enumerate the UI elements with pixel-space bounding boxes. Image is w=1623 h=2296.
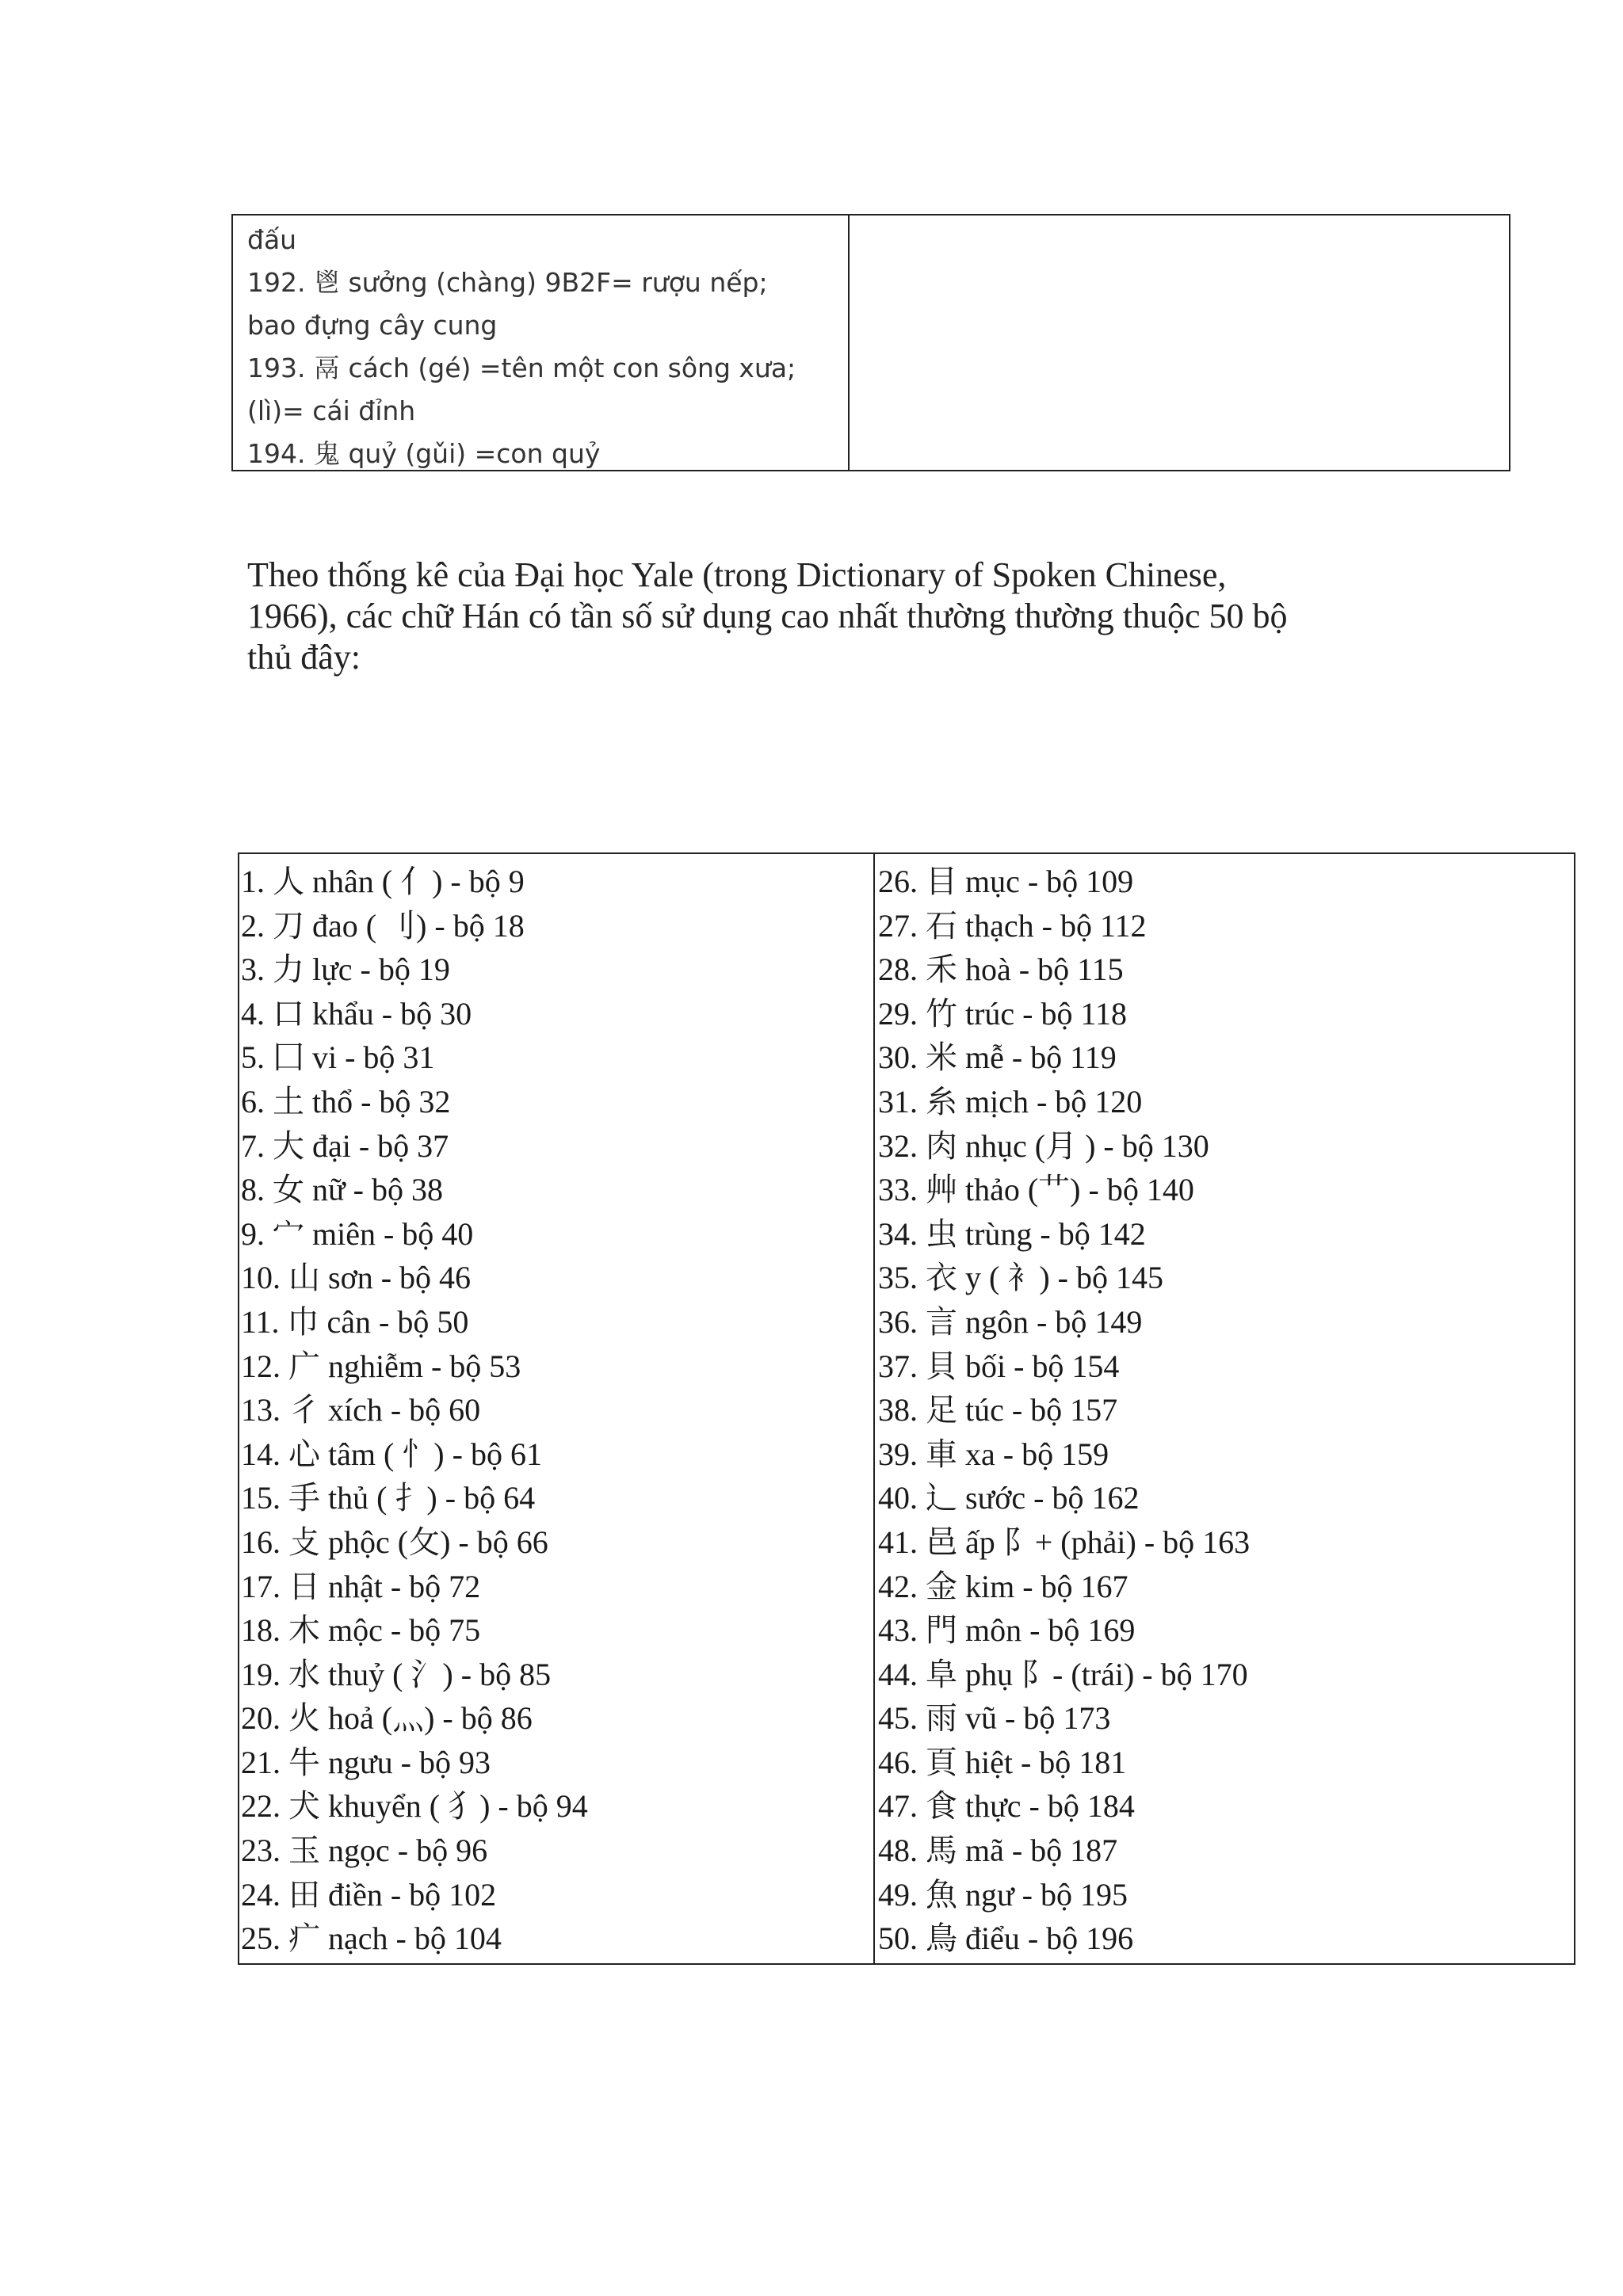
radical-row: 40. 辶 sước - bộ 162 [878,1480,1140,1516]
radical-row: 46. 頁 hiệt - bộ 181 [878,1744,1127,1780]
radical-row: 12. 广 nghiễm - bộ 53 [241,1348,521,1384]
radical-row: 13. 彳 xích - bộ 60 [241,1392,481,1428]
continuation-table [231,214,1510,471]
radicals-table [238,852,1575,1965]
radical-row: 31. 糸 mịch - bộ 120 [878,1083,1143,1119]
radical-row: 32. 肉 nhục (月 ) - bộ 130 [878,1127,1209,1164]
radicals-left-column [239,854,875,1963]
radical-row: 21. 牛 ngưu - bộ 93 [241,1744,491,1780]
radical-row: 34. 虫 trùng - bộ 142 [878,1215,1146,1252]
continuation-table-right-cell [850,215,1509,470]
radical-row: 6. 土 thổ - bộ 32 [241,1083,451,1119]
radical-row: 42. 金 kim - bộ 167 [878,1568,1128,1604]
radical-row: 14. 心 tâm ( 忄) - bộ 61 [241,1436,542,1472]
radical-row: 47. 食 thực - bộ 184 [878,1788,1135,1825]
table-line: 194. 鬼 quỷ (gǔi) =con quỷ [247,438,601,469]
radical-row: 3. 力 lực - bộ 19 [241,952,450,988]
table-line: 192. 鬯 sưởng (chàng) 9B2F= rượu nếp; [247,267,768,298]
radical-row: 10. 山 sơn - bộ 46 [241,1260,472,1296]
radical-row: 39. 車 xa - bộ 159 [878,1436,1109,1472]
radical-row: 27. 石 thạch - bộ 112 [878,907,1147,944]
radical-row: 24. 田 điền - bộ 102 [241,1876,497,1913]
radical-row: 7. 大 đại - bộ 37 [241,1127,449,1164]
radical-row: 30. 米 mễ - bộ 119 [878,1039,1117,1076]
radical-row: 33. 艸 thảo (艹) - bộ 140 [878,1172,1194,1208]
radical-row: 11. 巾 cân - bộ 50 [241,1303,469,1340]
radical-row: 23. 玉 ngọc - bộ 96 [241,1833,488,1869]
radical-row: 50. 鳥 điểu - bộ 196 [878,1920,1134,1957]
radical-row: 38. 足 túc - bộ 157 [878,1392,1118,1428]
radical-row: 49. 魚 ngư - bộ 195 [878,1876,1128,1913]
radical-row: 1. 人 nhân ( 亻) - bộ 9 [241,864,525,899]
table-line: đấu [247,224,297,255]
radicals-right-column [875,854,1574,1963]
radical-row: 45. 雨 vũ - bộ 173 [878,1700,1111,1737]
radical-row: 9. 宀 miên - bộ 40 [241,1215,474,1252]
intro-paragraph [247,555,1436,678]
radical-row: 48. 馬 mã - bộ 187 [878,1833,1118,1869]
radical-row: 20. 火 hoả (灬) - bộ 86 [241,1700,533,1737]
radical-row: 4. 口 khẩu - bộ 30 [241,995,472,1032]
radical-row: 26. 目 mục - bộ 109 [878,864,1134,899]
radical-row: 15. 手 thủ ( 扌) - bộ 64 [241,1480,536,1516]
radical-row: 22. 犬 khuyển ( 犭) - bộ 94 [241,1788,588,1825]
radical-row: 8. 女 nữ - bộ 38 [241,1172,443,1208]
radical-row: 16. 攴 phộc (攵) - bộ 66 [241,1524,548,1560]
radical-row: 35. 衣 y ( 衤) - bộ 145 [878,1260,1163,1296]
radical-row: 41. 邑 ấp 阝+ (phải) - bộ 163 [878,1524,1251,1560]
radical-row: 29. 竹 trúc - bộ 118 [878,995,1128,1032]
radical-row: 18. 木 mộc - bộ 75 [241,1612,481,1649]
table-line: 193. 鬲 cách (gé) =tên một con sông xưa; [247,353,796,383]
radical-row: 36. 言 ngôn - bộ 149 [878,1303,1143,1340]
radical-row: 2. 刀 đao ( 刂) - bộ 18 [241,907,525,944]
continuation-table-left-cell [233,215,850,470]
radical-row: 28. 禾 hoà - bộ 115 [878,952,1124,988]
table-line: (lì)= cái đỉnh [247,395,416,426]
radical-row: 19. 水 thuỷ ( 氵) - bộ 85 [241,1656,552,1692]
table-line: bao đựng cây cung [247,310,498,341]
intro-line: Theo thống kê của Đại học Yale (trong Dictionary of Spoken Chinese, [247,555,1227,594]
radical-row: 17. 日 nhật - bộ 72 [241,1568,481,1604]
radical-row: 44. 阜 phụ 阝- (trái) - bộ 170 [878,1656,1248,1692]
radical-row: 37. 貝 bối - bộ 154 [878,1348,1120,1384]
intro-line: thủ đây: [247,638,361,677]
radical-row: 43. 門 môn - bộ 169 [878,1612,1136,1649]
intro-line: 1966), các chữ Hán có tần số sử dụng cao nhất thường thường thuộc 50 bộ [247,597,1288,635]
radical-row: 25. 疒 nạch - bộ 104 [241,1920,502,1957]
radical-row: 5. 囗 vi - bộ 31 [241,1039,435,1076]
